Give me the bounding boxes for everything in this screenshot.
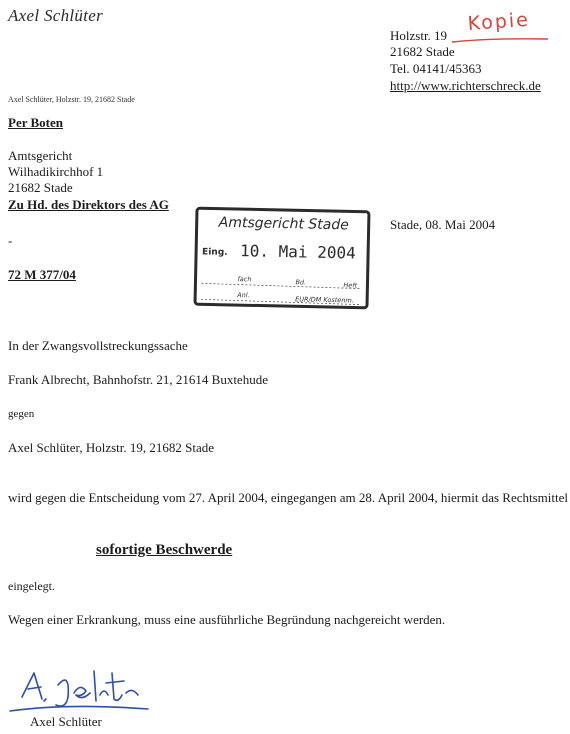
- stamp-fach-label: fach: [237, 275, 252, 284]
- recipient-line-2: Wilhadikirchhof 1: [8, 164, 104, 179]
- statement-paragraph: wird gegen die Entscheidung vom 27. April 2004, eingegangen am 28. April 2004, hiermit das Rechtsmittel: [8, 490, 568, 505]
- received-stamp: [193, 206, 371, 310]
- filed-line: eingelegt.: [8, 579, 55, 593]
- signature-name: Axel Schlüter: [30, 714, 102, 729]
- letter-date: Stade, 08. Mai 2004: [390, 217, 496, 232]
- copy-mark: Kopie: [467, 8, 531, 35]
- return-address-line: Axel Schlüter, Holzstr. 19, 21682 Stade: [8, 95, 135, 104]
- handwritten-signature: [8, 657, 168, 719]
- recipient-line-1: Amtsgericht: [8, 148, 73, 163]
- sender-phone: Tel. 04141/45363: [390, 61, 482, 76]
- stamp-eur-label: EUR/DM Kostenm.: [295, 295, 354, 305]
- stamp-bd-label: Bd.: [295, 278, 307, 287]
- delivery-method: Per Boten: [8, 115, 63, 130]
- letterhead-name: Axel Schlüter: [8, 6, 104, 25]
- sender-street: Holzstr. 19: [390, 28, 448, 43]
- stamp-eing-label: Eing.: [201, 247, 228, 258]
- case-number: 72 M 377/04: [8, 267, 76, 282]
- against-line: gegen: [8, 408, 35, 420]
- stamp-anl-label: Anl.: [237, 291, 250, 300]
- illness-note: Wegen einer Erkrankung, muss eine ausführliche Begründung nachgereicht werden.: [8, 612, 446, 627]
- sender-website: http://www.richterschreck.de: [390, 78, 541, 93]
- sender-city: 21682 Stade: [390, 44, 455, 59]
- stamp-heft-label: Heft: [343, 281, 358, 290]
- copy-mark-underline: [450, 36, 550, 44]
- stamp-received-date: 10. Mai 2004: [239, 241, 356, 263]
- debtor-line: Axel Schlüter, Holzstr. 19, 21682 Stade: [8, 440, 215, 455]
- dash-mark: -: [8, 233, 13, 248]
- creditor-line: Frank Albrecht, Bahnhofstr. 21, 21614 Buxtehude: [8, 372, 268, 387]
- stamp-title: Amtsgericht Stade: [218, 214, 349, 234]
- matter-line: In der Zwangsvollstreckungssache: [8, 338, 188, 353]
- recipient-attention: Zu Hd. des Direktors des AG: [8, 197, 169, 212]
- legal-remedy-heading: sofortige Beschwerde: [96, 542, 233, 558]
- recipient-line-3: 21682 Stade: [8, 180, 73, 195]
